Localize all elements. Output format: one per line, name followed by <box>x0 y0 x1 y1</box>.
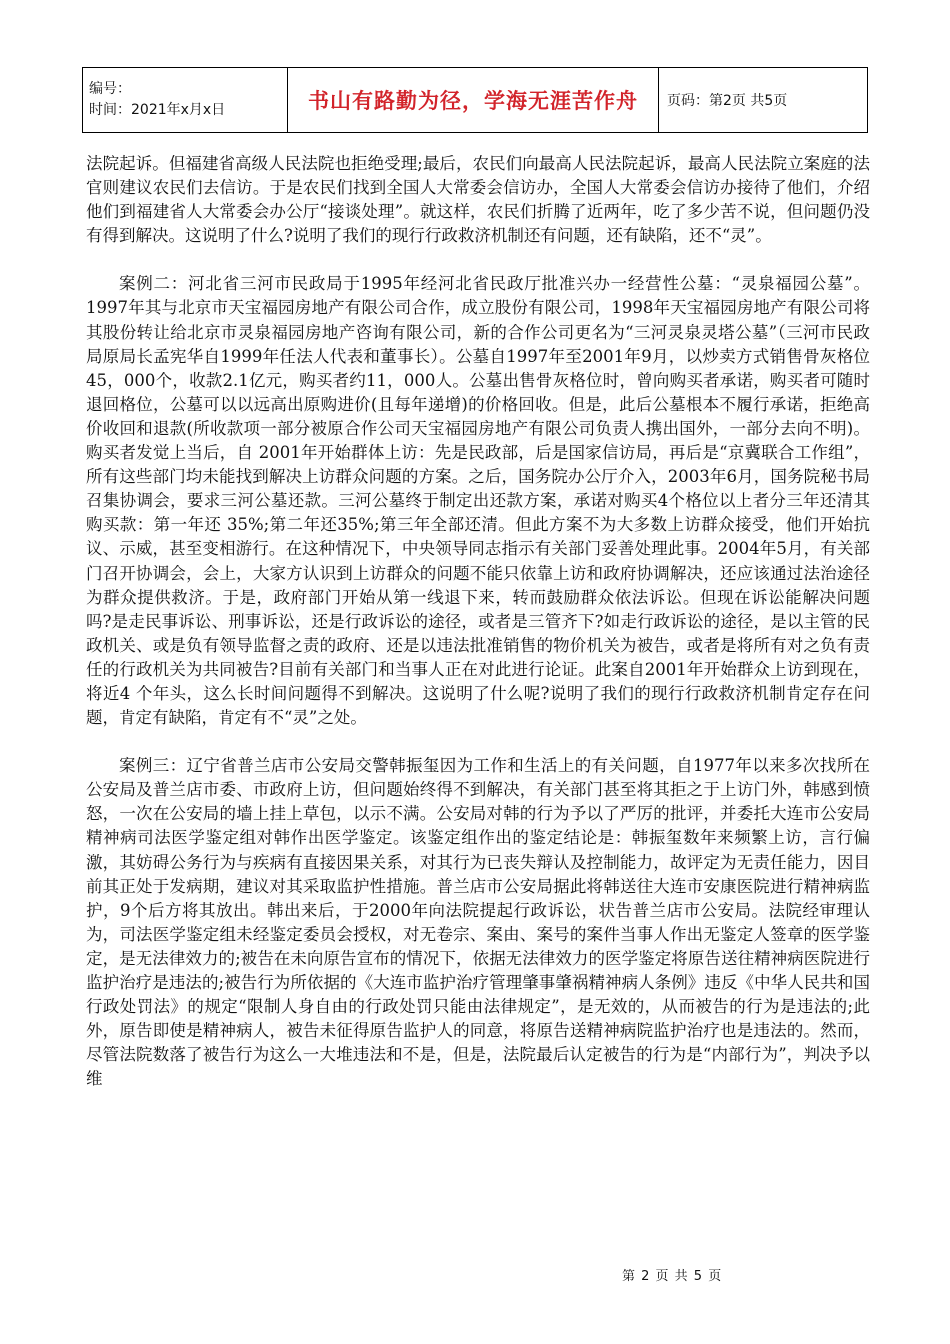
header-motto-cell <box>288 68 659 133</box>
paragraph-continuation: 法院起诉。但福建省高级人民法院也拒绝受理;最后，农民们向最高人民法院起诉，最高人民法院立案庭的法官则建议农民们去信访。于是农民们找到全国人大常委会信访办，全国人大常委会信访办接待了他们，介绍他们到福建省人大常委会办公厅“接谈处理”。就这样，农民们折腾了近两年，吃了多少苦不说，但问题仍没有得到解决。这说明了什么?说明了我们的现行行政救济机制还有问题，还有缺陷，还不“灵”。 <box>86 154 870 246</box>
header-page-number: 页码：第2页 共5页 <box>659 68 868 133</box>
paragraph-case-three: 案例三：辽宁省普兰店市公安局交警韩振玺因为工作和生活上的有关问题，自1977年以来多次找所在公安局及普兰店市委、市政府上访，但问题始终得不到解决，有关部门甚至将其拒之于上访门外，韩感到愤怒，一次在公安局的墙上挂上草包，以示不满。公安局对韩的行为予以了严厉的批评，并委托大连市公安局精神病司法医学鉴定组对韩作出医学鉴定。该鉴定组作出的鉴定结论是：韩振玺数年来频繁上访，言行偏激，其妨碍公务行为与疾病有直接因果关系，对其行为已丧失辩认及控制能力，故评定为无责任能力，因目前其正处于发病期，建议对其采取监护性措施。普兰店市公安局据此将韩送往大连市安康医院进行精神病监护，9个后方将其放出。韩出来后，于2000年向法院提起行政诉讼，状告普兰店市公安局。法院经审理认为，司法医学鉴定组未经鉴定委员会授权，对无卷宗、案由、案号的案件当事人作出无鉴定人签章的医学鉴定，是无法律效力的;被告在未向原告宣布的情况下，依据无法律效力的医学鉴定将原告送往精神病医院进行监护治疗是违法的;被告行为所依据的《大连市监护治疗管理肇事肇祸精神病人条例》违反《中华人民共和国行政处罚法》的规定“限制人身自由的行政处罚只能由法律规定”，是无效的，从而被告的行为是违法的;此外，原告即使是精神病人，被告未征得原告监护人的同意，将原告送精神病院监护治疗也是违法的。然而，尽管法院数落了被告行为这么一大堆违法和不是，但是，法院最后认定被告的行为是“内部行为”，判决予以维 <box>86 756 870 1089</box>
header-meta <box>83 68 288 133</box>
document-time: 时间：2021年x月x日 <box>89 102 226 118</box>
document-number: 编号： <box>89 81 131 97</box>
page-footer: 第 2 页 共 5 页 <box>622 1269 723 1284</box>
page-header <box>82 67 868 133</box>
document-body <box>86 152 870 1091</box>
paragraph-case-two: 案例二：河北省三河市民政局于1995年经河北省民政厅批准兴办一经营性公墓：“灵泉福园公墓”。1997年其与北京市天宝福园房地产有限公司合作，成立股份有限公司，1998年天宝福园房地产有限公司将其股份转让给北京市灵泉福园房地产咨询有限公司，新的合作公司更名为“三河灵泉灵塔公墓”（三河市民政局原局长孟宪华自1999年任法人代表和董事长）。公墓自1997年至2001年9月，以炒卖方式销售骨灰格位45，000个，收款2.1亿元，购买者约11，000人。公墓出售骨灰格位时，曾向购买者承诺，购买者可随时退回格位，公墓可以以远高出原购进价(且每年递增)的价格回收。但是，此后公墓根本不履行承诺，拒绝高价收回和退款(所收款项一部分被原合作公司天宝福园房地产有限公司负责人携出国外，一部分去向不明)。购买者发觉上当后，自 2001年开始群体上访：先是民政部，后是国家信访局，再后是“京冀联合工作组”，所有这些部门均未能找到解决上访群众问题的方案。之后，国务院办公厅介入，2003年6月，国务院秘书局召集协调会，要求三河公墓还款。三河公墓终于制定出还款方案，承诺对购买4个格位以上者分三年还清其购买款：第一年还 35%;第二年还35%;第三年全部还清。但此方案不为大多数上访群众接受，他们开始抗议、示威，甚至变相游行。在这种情况下，中央领导同志指示有关部门妥善处理此事。2004年5月，有关部门召开协调会，会上，大家方认识到上访群众的问题不能只依靠上访和政府协调解决，还应该通过法治途径为群众提供救济。于是，政府部门开始从第一线退下来，转而鼓励群众依法诉讼。但现在诉讼能解决问题吗?是走民事诉讼、刑事诉讼，还是行政诉讼的途径，或者是三管齐下?如走行政诉讼的途径，是以主管的民政机关、或是负有领导监督之责的政府、还是以违法批准销售的物价机关为被告，或者是将所有对之负有责任的行政机关为共同被告?目前有关部门和当事人正在对此进行论证。此案自2001年开始群众上访到现在，将近4 个年头，这么长时间问题得不到解决。这说明了什么呢?说明了我们的现行行政救济机制肯定存在问题，肯定有缺陷，肯定有不“灵”之处。 <box>86 274 870 728</box>
header-motto: 书山有路勤为径，学海无涯苦作舟 <box>308 89 638 113</box>
